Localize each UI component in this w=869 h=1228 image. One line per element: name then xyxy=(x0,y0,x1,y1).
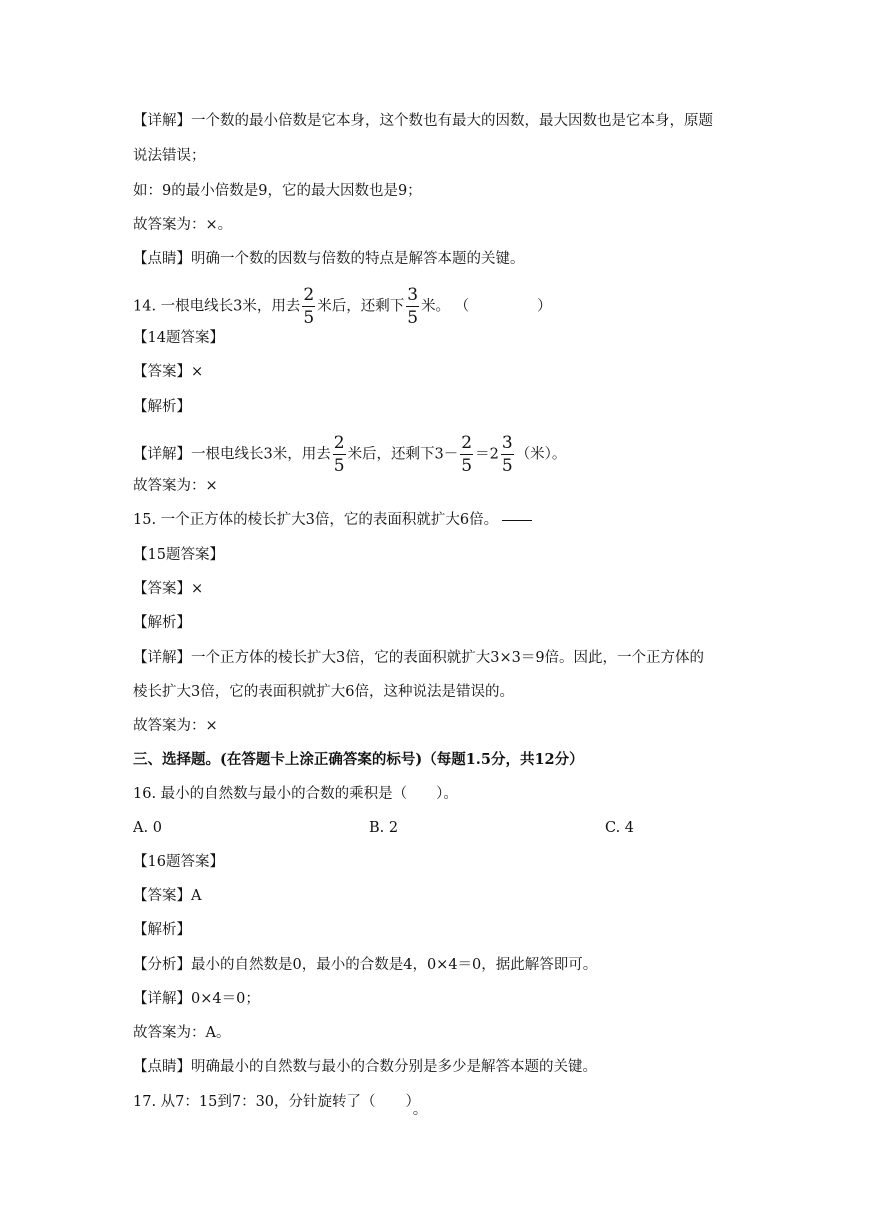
answer-14-answer: 【答案】× xyxy=(133,364,204,380)
fraction-two-fifths xyxy=(302,285,315,328)
answer-14-detail xyxy=(133,433,566,476)
answer-15-detail-2: 棱长扩大3倍，它的表面积就扩大6倍，这种说法是错误的。 xyxy=(133,684,514,700)
option-a: A. 0 xyxy=(133,820,162,836)
detail-line-2: 说法错误； xyxy=(133,148,206,164)
q14-text-mid: 米后，还剩下 xyxy=(317,298,405,315)
answer-16-detail: 【详解】0×4＝0； xyxy=(133,991,260,1007)
fraction-denominator: 5 xyxy=(407,308,419,328)
key-point-line: 【点睛】明确一个数的因数与倍数的特点是解答本题的关键。 xyxy=(133,251,525,267)
q17-text: 17. 从7：15到7：30，分针旋转了（ xyxy=(133,1094,376,1110)
option-b: B. 2 xyxy=(369,820,399,836)
a14-text-eq: ＝2 xyxy=(475,446,499,463)
answer-15-heading: 【15题答案】 xyxy=(133,547,224,563)
answer-16-key-point: 【点睛】明确最小的自然数与最小的合数分别是多少是解答本题的关键。 xyxy=(133,1059,597,1075)
answer-16-heading: 【16题答案】 xyxy=(133,854,224,870)
fraction-numerator: 2 xyxy=(303,285,315,305)
answer-blank xyxy=(502,520,532,521)
answer-16-conclusion: 故答案为：A。 xyxy=(133,1025,231,1041)
q14-close-paren: ） xyxy=(537,298,552,315)
fraction-numerator: 2 xyxy=(461,433,473,453)
q17-period: 。 xyxy=(412,1102,428,1118)
fraction-numerator: 3 xyxy=(501,433,513,453)
fraction-denominator: 5 xyxy=(333,456,345,476)
answer-15-answer: 【答案】× xyxy=(133,581,204,597)
fraction-two-fifths xyxy=(333,433,346,476)
q15-text: 15. 一个正方体的棱长扩大3倍，它的表面积就扩大6倍。 xyxy=(133,512,499,528)
answer-line: 故答案为：×。 xyxy=(133,217,233,233)
fraction-denominator: 5 xyxy=(303,308,315,328)
option-c: C. 4 xyxy=(605,820,635,836)
answer-14-analysis-label: 【解析】 xyxy=(133,399,191,415)
question-15 xyxy=(133,510,532,530)
section-3-heading: 三、选择题。(在答题卡上涂正确答案的标号)（每题1.5分，共12分） xyxy=(133,751,584,768)
fraction-three-fifths xyxy=(406,285,419,328)
a14-text-pre: 【详解】一根电线长3米，用去 xyxy=(133,446,331,463)
question-16: 16. 最小的自然数与最小的合数的乘积是（ ）。 xyxy=(133,786,458,802)
fraction-denominator: 5 xyxy=(501,456,513,476)
answer-15-conclusion: 故答案为：× xyxy=(133,718,218,734)
fraction-three-fifths xyxy=(501,433,514,476)
fraction-denominator: 5 xyxy=(461,456,473,476)
a14-text-mid: 米后，还剩下3－ xyxy=(347,446,459,463)
fraction-numerator: 3 xyxy=(407,285,419,305)
question-17 xyxy=(133,1092,428,1118)
fraction-numerator: 2 xyxy=(333,433,345,453)
example-line: 如：9的最小倍数是9，它的最大因数也是9； xyxy=(133,183,422,199)
answer-14-heading: 【14题答案】 xyxy=(133,330,224,346)
a14-text-post: （米）。 xyxy=(515,446,567,463)
q17-close-paren: ） xyxy=(405,1094,413,1110)
question-14 xyxy=(133,285,552,328)
detail-line-1: 【详解】一个数的最小倍数是它本身，这个数也有最大的因数，最大因数也是它本身，原题 xyxy=(133,113,713,129)
answer-16-analysis: 【分析】最小的自然数是0，最小的合数是4，0×4＝0，据此解答即可。 xyxy=(133,957,598,973)
answer-14-conclusion: 故答案为：× xyxy=(133,478,218,494)
answer-16-analysis-label: 【解析】 xyxy=(133,922,191,938)
answer-15-detail-1: 【详解】一个正方体的棱长扩大3倍，它的表面积就扩大3×3＝9倍。因此，一个正方体的 xyxy=(133,650,705,666)
q14-text-pre: 14. 一根电线长3米，用去 xyxy=(133,298,301,315)
q14-text-post: 米。 （ xyxy=(421,298,470,315)
fraction-two-fifths xyxy=(460,433,473,476)
answer-16-answer: 【答案】A xyxy=(133,888,202,904)
answer-15-analysis-label: 【解析】 xyxy=(133,615,191,631)
